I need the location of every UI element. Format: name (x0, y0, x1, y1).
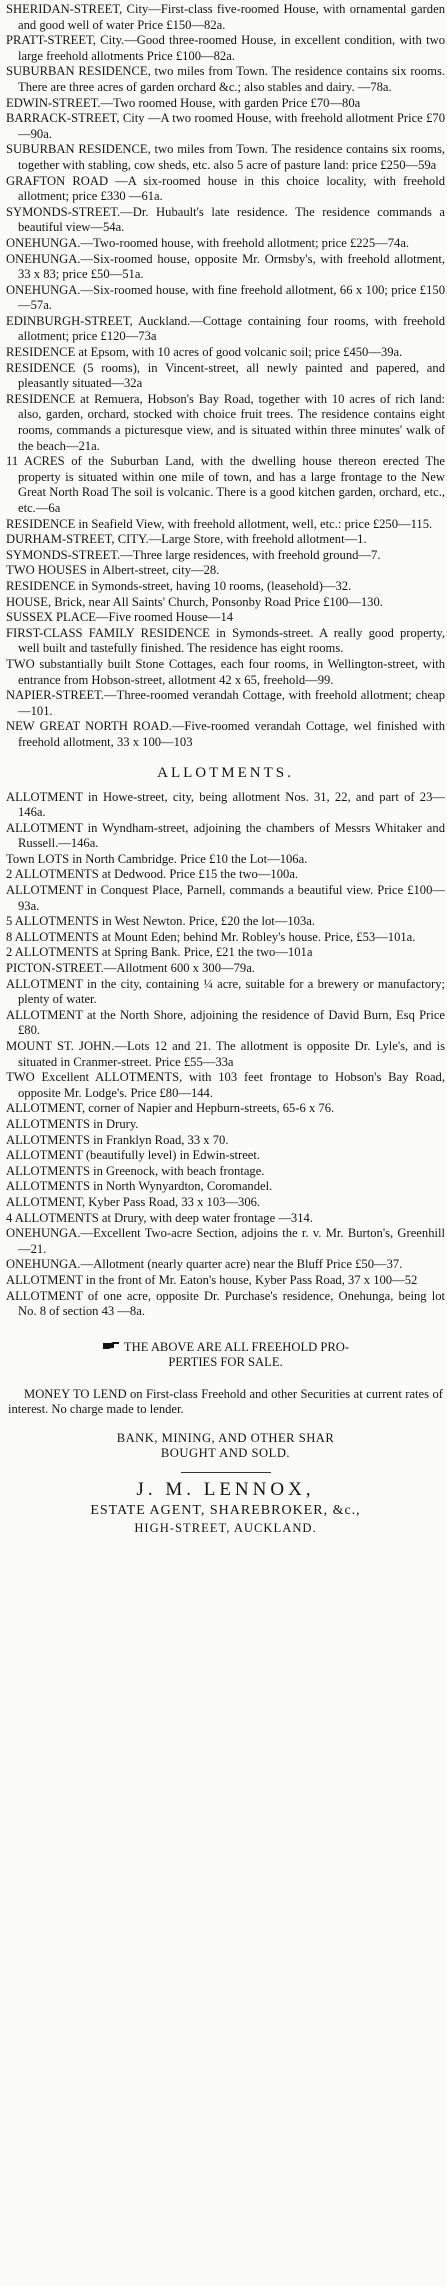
property-listing: EDINBURGH-STREET, Auckland.—Cottage containing four rooms, with freehold allotment; price £120—73a (6, 313, 445, 344)
property-listing: SUBURBAN RESIDENCE, two miles from Town. The residence contains six rooms. There are three acres of garden orchard &c.; also stables and dairy. —78a. (6, 64, 445, 94)
allotment-listing: ALLOTMENT (beautifully level) in Edwin-street. (6, 1148, 261, 1163)
freehold-notice-line-2: PERTIES FOR SALE. (168, 1355, 283, 1370)
allotment-listing: ALLOTMENT in the city, containing ¼ acre, suitable for a brewery or manufactory; plenty of water. (6, 976, 445, 1007)
property-listing: ONEHUNGA.—Two-roomed house, with freehold allotment; price £225—74a. (6, 235, 410, 250)
divider (181, 1472, 271, 1473)
allotment-listing: ALLOTMENTS in Greenock, with beach frontage. (6, 1163, 265, 1178)
property-listing: TWO substantially built Stone Cottages, each four rooms, in Wellington-street, with entrance from Hobson-street, allotment 42 x 65, freehold—99. (6, 656, 445, 687)
property-listing: SUSSEX PLACE—Five roomed House—14 (6, 610, 234, 625)
property-listing: RESIDENCE in Symonds-street, having 10 rooms, (leasehold)—32. (6, 578, 352, 593)
allotment-listing: 2 ALLOTMENTS at Spring Bank. Price, £21 the two—101a (6, 945, 313, 960)
property-listing: DURHAM-STREET, CITY.—Large Store, with freehold allotment—1. (6, 532, 367, 547)
property-listing: RESIDENCE in Seafield View, with freehold allotment, well, etc.: price £250—115. (6, 516, 433, 531)
property-listings (6, 2, 445, 751)
property-listing: 11 ACRES of the Suburban Land, with the dwelling house thereon erected The property is situated within one mile of town, and has a large frontage to the New Great North Road The soil is volcanic. There is a good kitchen garden, orchard, etc., etc.—6a (6, 454, 445, 515)
property-listing: SHERIDAN-STREET, City—First-class five-roomed House, with ornamental garden and good well of water Price £150—82a. (6, 2, 445, 32)
allotment-listing: ALLOTMENTS in Drury. (6, 1116, 139, 1131)
bank-shares-line-2: BOUGHT AND SOLD. (160, 1446, 291, 1461)
freehold-notice-line-1: THE ABOVE ARE ALL FREEHOLD PRO- (123, 1339, 350, 1354)
allotment-listing: ALLOTMENT in Wyndham-street, adjoining the chambers of Messrs Whitaker and Russell.—146a. (6, 820, 445, 851)
allotment-listing: ALLOTMENT in Howe-street, city, being allotment Nos. 31, 22, and part of 23—146a. (6, 789, 445, 820)
agent-name: J. M. LENNOX, (136, 1478, 315, 1500)
property-listing: NEW GREAT NORTH ROAD.—Five-roomed verandah Cottage, wel finished with freehold allotment, 33 x 100—103 (6, 719, 445, 749)
property-listing: SUBURBAN RESIDENCE, two miles from Town. The residence contains six rooms, together with stabling, cow sheds, etc. also 5 acre of pasture land: price £250—59a (6, 142, 445, 172)
agent-title: ESTATE AGENT, SHAREBROKER, &c., (90, 1502, 361, 1518)
allotment-listing: ALLOTMENT of one acre, opposite Dr. Purchase's residence, Onehunga, being lot No. 8 of section 43 —8a. (6, 1288, 445, 1319)
pointing-hand-icon (102, 1341, 120, 1350)
allotment-listing: MOUNT ST. JOHN.—Lots 12 and 21. The allotment is opposite Dr. Lyle's, and is situated in Cranmer-street. Price £55—33a (6, 1039, 445, 1069)
allotment-listing: Town LOTS in North Cambridge. Price £10 the Lot—106a. (6, 851, 308, 866)
property-listing: RESIDENCE (5 rooms), in Vincent-street, all newly painted and papered, and pleasantly situated—32a (6, 360, 445, 391)
allotment-listing: ALLOTMENT in Conquest Place, Parnell, commands a beautiful view. Price £100—93a. (6, 883, 445, 913)
allotment-listing: PICTON-STREET.—Allotment 600 x 300—79a. (6, 961, 255, 976)
allotment-listing: 5 ALLOTMENTS in West Newton. Price, £20 the lot—103a. (6, 914, 316, 929)
allotment-listing: ALLOTMENT at the North Shore, adjoining the residence of David Burn, Esq Price £80. (6, 1007, 445, 1038)
allotment-listing: 4 ALLOTMENTS at Drury, with deep water frontage —314. (6, 1210, 313, 1225)
property-listing: BARRACK-STREET, City —A two roomed House, with freehold allotment Price £70—90a. (6, 111, 445, 141)
property-listing: RESIDENCE at Epsom, with 10 acres of good volcanic soil; price £450—39a. (6, 345, 403, 360)
allotments-heading: ALLOTMENTS. (157, 764, 294, 781)
bank-shares-notice (6, 1431, 445, 1462)
allotment-listing: ALLOTMENT, corner of Napier and Hepburn-streets, 65-6 x 76. (6, 1101, 335, 1116)
allotment-listing: ALLOTMENTS in Franklyn Road, 33 x 70. (6, 1132, 229, 1147)
property-listing: RESIDENCE at Remuera, Hobson's Bay Road, together with 10 acres of rich land: also, garden, orchard, stocked with choice fruit trees. The residence contains eight rooms, commands a picturesque view, and is situated within three minutes' walk of the beach—21a. (6, 391, 445, 453)
allotment-listing: 2 ALLOTMENTS at Dedwood. Price £15 the two—100a. (6, 867, 299, 882)
allotment-listing: 8 ALLOTMENTS at Mount Eden; behind Mr. Robley's house. Price, £53—101a. (6, 929, 416, 944)
agent-address: HIGH-STREET, AUCKLAND. (134, 1520, 317, 1535)
property-listing: FIRST-CLASS FAMILY RESIDENCE in Symonds-street. A really good property, well built and tastefully finished. The residence has eight rooms. (6, 625, 445, 656)
property-listing: EDWIN-STREET.—Two roomed House, with garden Price £70—80a (6, 95, 361, 110)
property-listing: GRAFTON ROAD —A six-roomed house in this choice locality, with freehold allotment; price £330 —61a. (6, 173, 445, 204)
property-listing: ONEHUNGA.—Six-roomed house, with fine freehold allotment, 66 x 100; price £150—57a. (6, 282, 445, 313)
property-listing: PRATT-STREET, City.—Good three-roomed House, in excellent condition, with two large freehold allotments Price £100—82a. (6, 33, 445, 63)
allotment-listing: ALLOTMENTS in North Wynyardton, Coromandel. (6, 1179, 273, 1194)
freehold-notice (6, 1340, 445, 1356)
allotment-listings (6, 790, 445, 1320)
property-listing: ONEHUNGA.—Six-roomed house, opposite Mr. Ormsby's, with freehold allotment, 33 x 83; price £50—51a. (6, 251, 445, 282)
money-to-lend-notice: MONEY TO LEND on First-class Freehold and other Securities at current rates of interest. No charge made to lender. (8, 1386, 443, 1417)
allotment-listing: ONEHUNGA.—Excellent Two-acre Section, adjoins the r. v. Mr. Burton's, Greenhill—21. (6, 1226, 445, 1256)
property-listing: NAPIER-STREET.—Three-roomed verandah Cottage, with freehold allotment; cheap—101. (6, 688, 445, 718)
property-listing: HOUSE, Brick, near All Saints' Church, Ponsonby Road Price £100—130. (6, 594, 383, 609)
property-listing: SYMONDS-STREET.—Three large residences, with freehold ground—7. (6, 547, 381, 562)
bank-shares-line-1: BANK, MINING, AND OTHER SHAR (116, 1430, 335, 1445)
allotment-listing: ONEHUNGA.—Allotment (nearly quarter acre) near the Bluff Price £50—37. (6, 1257, 403, 1272)
property-listing: SYMONDS-STREET.—Dr. Hubault's late residence. The residence commands a beautiful view—54a. (6, 204, 445, 235)
allotment-listing: ALLOTMENT, Kyber Pass Road, 33 x 103—306. (6, 1194, 261, 1209)
allotment-listing: ALLOTMENT in the front of Mr. Eaton's house, Kyber Pass Road, 37 x 100—52 (6, 1272, 418, 1287)
allotment-listing: TWO Excellent ALLOTMENTS, with 103 feet frontage to Hobson's Bay Road, opposite Mr. Lodge's. Price £80—144. (6, 1070, 445, 1100)
property-listing: TWO HOUSES in Albert-street, city—28. (6, 563, 220, 578)
